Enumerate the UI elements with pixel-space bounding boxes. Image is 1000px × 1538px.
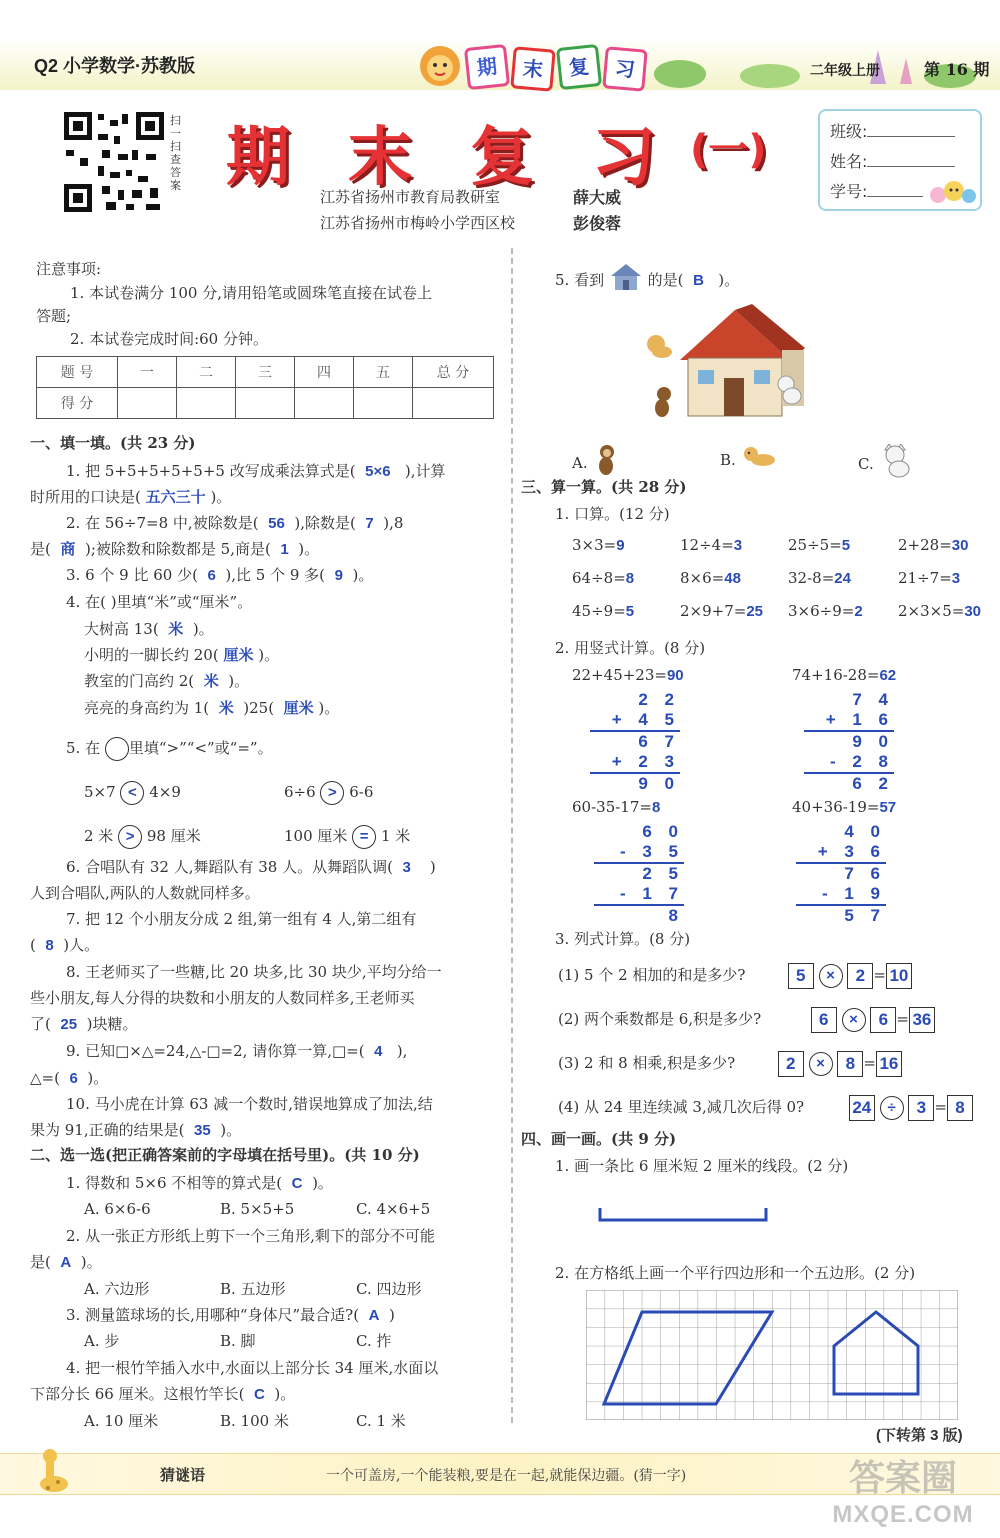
s2-q3-opt-b: B. 脚 <box>220 1332 256 1350</box>
oral-item: 3×3=9 <box>572 536 625 554</box>
oral-item: 64÷8=8 <box>572 569 635 587</box>
answer: 7 <box>365 515 374 532</box>
vcalc-row: + 1 6 <box>825 710 894 729</box>
operator-circle: ÷ <box>880 1096 904 1120</box>
title-suffix: (一) <box>690 127 767 173</box>
section-4-heading: 四、画一画。(共 9 分) <box>521 1130 677 1148</box>
riddle-text: 一个可盖房,一个能装粮,要是在一起,就能保边疆。(猜一字) <box>326 1468 687 1484</box>
cat-icon <box>879 444 915 486</box>
header-grade: 二年级上册 <box>810 63 880 79</box>
answer: 30 <box>951 537 969 554</box>
oral-item: 32-8=24 <box>788 569 851 587</box>
answer: 米 <box>168 621 184 638</box>
answer: 商 <box>60 541 76 558</box>
compare-circle: > <box>320 781 344 805</box>
s2-q1-opt-c: C. 4×6+5 <box>356 1200 431 1218</box>
vcalc-row: 2 2 <box>638 690 680 709</box>
s4-q2: 2. 在方格纸上画一个平行四边形和一个五边形。(2 分) <box>555 1264 916 1282</box>
oral-item: 21÷7=3 <box>898 569 961 587</box>
qr-code-icon <box>62 110 166 214</box>
score-header-cell: 二 <box>177 357 236 388</box>
vcalc-row: 9 0 <box>638 774 680 793</box>
answer: 厘米 <box>283 700 314 717</box>
lq-1: (1) 5 个 2 相加的和是多少? 5 × 2 = 10 <box>558 962 912 989</box>
s1-q1a: 1. 把 5+5+5+5+5+5 改写成乘法算式是( 5×6 ),计算 <box>66 462 446 480</box>
vcalc-4 <box>796 822 886 926</box>
lq-3: (3) 2 和 8 相乘,积是多少? 2 × 8 = 16 <box>558 1050 902 1077</box>
answer: 5 <box>841 537 851 554</box>
vcalc-2 <box>804 690 894 794</box>
s1-q4a: 大树高 13( 米 )。 <box>84 620 214 638</box>
watermark: 答案圈 MXQE.COM <box>832 1458 974 1528</box>
answer: 62 <box>879 667 897 684</box>
note-1a: 1. 本试卷满分 100 分,请用铅笔或圆珠笔直接在试卷上 <box>70 284 433 302</box>
header-issue: 第 16 期 <box>924 60 990 79</box>
s1-q3: 3. 6 个 9 比 60 少( 6 ),比 5 个 9 多( 9 )。 <box>66 566 374 584</box>
grid-paper <box>586 1290 958 1420</box>
oral-item: 8×6=48 <box>680 569 741 587</box>
vcalc-row: - 3 5 <box>619 842 684 861</box>
score-header-cell: 总 分 <box>413 357 494 388</box>
s2-q3-opt-c: C. 拃 <box>356 1332 392 1350</box>
operator-circle: × <box>809 1052 833 1076</box>
answer-box: 2 <box>847 963 873 989</box>
class-label: 班级: <box>830 122 868 141</box>
s2-q5: 5. 看到 的是( B )。 <box>555 262 739 300</box>
s1-q5-cmp1: 5×7 < 4×9 <box>84 779 181 805</box>
s1-q9a: 9. 已知□×△=24,△-□=2, 请你算一算,□=( 4 ), <box>66 1042 408 1060</box>
s2-q3: 3. 测量篮球场的长,用哪种“身体尺”最合适?( A ) <box>66 1306 395 1324</box>
s1-q4c: 教室的门高约 2( 米 )。 <box>84 672 250 690</box>
s2-q1-opt-b: B. 5×5+5 <box>220 1200 295 1218</box>
oral-item: 12÷4=3 <box>680 536 743 554</box>
answer: 6 <box>207 567 216 584</box>
s3-q2: 2. 用竖式计算。(8 分) <box>555 639 706 657</box>
compare-circle: = <box>352 825 376 849</box>
section-3-heading: 三、算一算。(共 28 分) <box>521 478 687 496</box>
vcalc-row: - 1 7 <box>619 884 684 903</box>
notes-heading: 注意事项: <box>36 260 102 278</box>
operator-circle: × <box>819 964 843 988</box>
score-table <box>36 356 494 419</box>
s2-q2a: 2. 从一张正方形纸上剪下一个三角形,剩下的部分不可能 <box>66 1227 435 1245</box>
score-header-cell: 三 <box>236 357 295 388</box>
oral-calc-grid <box>572 532 992 632</box>
answer-box: 3 <box>908 1095 934 1121</box>
answer: 9 <box>334 567 343 584</box>
dog-icon <box>741 444 777 478</box>
s2-q2b: 是( A )。 <box>30 1253 102 1271</box>
answer: 1 <box>280 541 289 558</box>
answer: 25 <box>746 603 764 620</box>
answer: 9 <box>616 537 625 554</box>
s1-q10b: 果为 91,正确的结果是( 35 )。 <box>30 1121 242 1139</box>
answer-box: 2 <box>778 1051 804 1077</box>
student-info-box <box>818 109 982 211</box>
title-char-4: 习 <box>592 121 656 195</box>
answer: 57 <box>879 799 897 816</box>
s1-q2b: 是( 商 );被除数和除数都是 5,商是( 1 )。 <box>30 540 320 558</box>
mascot-lion-icon <box>418 44 462 88</box>
s1-q4d: 亮亮的身高约为 1( 米 )25( 厘米 )。 <box>84 699 340 717</box>
s2-q5-opt-a: A. <box>572 444 622 484</box>
s2-q1: 1. 得数和 5×6 不相等的算式是( C )。 <box>66 1174 333 1192</box>
score-header-cell: 题 号 <box>37 357 118 388</box>
mascots-icon <box>928 179 978 205</box>
vcalc-row: 8 <box>668 906 684 925</box>
score-label-cell: 得 分 <box>37 388 118 419</box>
house-icon <box>609 262 643 300</box>
answer-box: 6 <box>811 1007 837 1033</box>
vcalc-1-expr: 22+45+23=90 <box>572 666 684 684</box>
drawn-line-segment <box>598 1206 768 1222</box>
answer: A <box>60 1254 72 1271</box>
oral-item: 3×6÷9=2 <box>788 602 863 620</box>
answer-box: 36 <box>909 1007 935 1033</box>
operator-circle: × <box>842 1008 866 1032</box>
s1-q5-cmp3: 2 米 > 98 厘米 <box>84 823 201 849</box>
s1-q5-cmp4: 100 厘米 = 1 米 <box>284 823 410 849</box>
vcalc-row: - 2 8 <box>829 752 894 771</box>
compare-circle: < <box>120 781 144 805</box>
score-input-cell[interactable] <box>354 388 413 419</box>
house-scene-illustration <box>640 300 820 430</box>
score-header-cell: 四 <box>295 357 354 388</box>
header-tile-2: 末 <box>510 46 556 92</box>
answer: 3 <box>402 859 411 876</box>
s1-q6a: 6. 合唱队有 32 人,舞蹈队有 38 人。从舞蹈队调( 3 ) <box>66 858 436 876</box>
s1-q8c: 了( 25 )块糖。 <box>30 1015 138 1033</box>
riddle-label: 猜谜语 <box>160 1467 206 1484</box>
vcalc-row: + 3 6 <box>817 842 886 861</box>
answer: 2 <box>854 603 863 620</box>
oral-item: 2×9+7=25 <box>680 602 764 620</box>
answer: 3 <box>733 537 743 554</box>
s1-q5: 5. 在 里填“>”“<”或“=”。 <box>66 735 273 761</box>
header-left-label: Q2 小学数学·苏教版 <box>34 56 196 76</box>
answer-box: 5 <box>788 963 814 989</box>
s1-q2a: 2. 在 56÷7=8 中,被除数是( 56 ),除数是( 7 ),8 <box>66 514 404 532</box>
answer: 5×6 <box>365 463 391 480</box>
s1-q8b: 些小朋友,每人分得的块数和小朋友的人数同样多,王老师买 <box>30 989 415 1007</box>
header-tile-4: 习 <box>602 46 648 92</box>
vcalc-row: 6 2 <box>852 774 894 793</box>
name-label: 姓名: <box>830 152 868 171</box>
title-char-1: 期 <box>226 121 290 195</box>
answer: 4 <box>374 1043 383 1060</box>
s2-q4-opt-c: C. 1 米 <box>356 1412 406 1430</box>
vcalc-row: 7 4 <box>852 690 894 709</box>
answer-box: 6 <box>870 1007 896 1033</box>
s2-q2-opt-a: A. 六边形 <box>84 1280 150 1298</box>
note-2: 2. 本试卷完成时间:60 分钟。 <box>70 330 268 348</box>
s2-q5-opt-b: B. <box>720 444 777 478</box>
title-char-3: 复 <box>470 121 534 195</box>
s1-q7b: ( 8 )人。 <box>30 936 100 954</box>
compare-circle: > <box>118 825 142 849</box>
answer: C <box>254 1386 265 1403</box>
answer-box: 24 <box>849 1095 875 1121</box>
vcalc-row: - 1 9 <box>821 884 886 903</box>
header-tile-1: 期 <box>464 44 510 90</box>
giraffe-icon <box>30 1448 74 1496</box>
answer: 35 <box>194 1122 211 1139</box>
vcalc-2-expr: 74+16-28=62 <box>792 666 897 684</box>
vcalc-row: + 4 5 <box>611 710 680 729</box>
vcalc-row: 6 0 <box>642 822 684 841</box>
vcalc-4-expr: 40+36-19=57 <box>792 798 897 816</box>
author-org-1: 江苏省扬州市教育局教研室 <box>320 188 501 206</box>
s1-q5-cmp2: 6÷6 > 6-6 <box>284 779 373 805</box>
vcalc-1 <box>590 690 680 794</box>
title-char-2: 末 <box>348 121 412 195</box>
answer: 8 <box>651 799 661 816</box>
s3-q3: 3. 列式计算。(8 分) <box>555 930 691 948</box>
oral-item: 2×3×5=30 <box>898 602 982 620</box>
answer: 8 <box>45 937 54 954</box>
author-name-2: 彭俊蓉 <box>573 214 622 233</box>
vcalc-3 <box>594 822 684 926</box>
s1-q4: 4. 在( )里填“米”或“厘米”。 <box>66 593 253 611</box>
answer: 五六三十 <box>145 489 206 506</box>
score-input-cell[interactable] <box>295 388 354 419</box>
oral-item: 45÷9=5 <box>572 602 635 620</box>
answer: 90 <box>666 667 684 684</box>
score-input-cell[interactable] <box>413 388 494 419</box>
vcalc-row: 4 0 <box>844 822 886 841</box>
qr-caption: 扫一扫 查答案 <box>170 114 181 192</box>
oral-item: 2+28=30 <box>898 536 969 554</box>
score-header-cell: 五 <box>354 357 413 388</box>
answer: B <box>693 272 704 289</box>
note-1b: 答题; <box>36 307 72 325</box>
s3-q1: 1. 口算。(12 分) <box>555 505 670 523</box>
name-field[interactable] <box>867 152 955 167</box>
vcalc-row: 7 6 <box>844 864 886 883</box>
answer-box: 8 <box>837 1051 863 1077</box>
s2-q4b: 下部分长 66 厘米。这根竹竿长( C )。 <box>30 1385 296 1403</box>
answer-box: 10 <box>886 963 912 989</box>
answer: 3 <box>951 570 961 587</box>
vcalc-row: 5 7 <box>844 906 886 925</box>
s2-q4-opt-b: B. 100 米 <box>220 1412 289 1430</box>
lq-4: (4) 从 24 里连续减 3,减几次后得 0? 24 ÷ 3 = 8 <box>558 1094 973 1121</box>
section-2-heading: 二、选一选(把正确答案前的字母填在括号里)。(共 10 分) <box>30 1146 420 1164</box>
s1-q9b: △=( 6 )。 <box>30 1069 109 1087</box>
s1-q1b: 时所用的口诀是( 五六三十 )。 <box>30 488 232 506</box>
answer: 5 <box>625 603 635 620</box>
score-header-cell: 一 <box>118 357 177 388</box>
s2-q4a: 4. 把一根竹竿插入水中,水面以上部分长 34 厘米,水面以 <box>66 1359 439 1377</box>
answer: C <box>291 1175 303 1192</box>
id-label: 学号: <box>830 182 868 201</box>
circle-blank-icon <box>105 737 129 761</box>
answer: 56 <box>268 515 285 532</box>
s1-q4b: 小明的一脚长约 20( 厘米 )。 <box>84 646 280 664</box>
s2-q2-opt-c: C. 四边形 <box>356 1280 422 1298</box>
continue-note: (下转第 3 版) <box>876 1427 963 1444</box>
answer-box: 8 <box>947 1095 973 1121</box>
answer: 24 <box>834 570 851 587</box>
section-1-heading: 一、填一填。(共 23 分) <box>30 434 196 452</box>
s2-q2-opt-b: B. 五边形 <box>220 1280 286 1298</box>
s2-q5-opt-c: C. <box>858 444 915 486</box>
answer-box: 16 <box>876 1051 902 1077</box>
class-field[interactable] <box>867 122 955 137</box>
s1-q7a: 7. 把 12 个小朋友分成 2 组,第一组有 4 人,第二组有 <box>66 910 417 928</box>
answer: A <box>368 1307 380 1324</box>
answer: 米 <box>203 673 219 690</box>
vcalc-row: + 2 3 <box>611 752 680 771</box>
answer: 厘米 <box>223 647 254 664</box>
answer: 8 <box>625 570 635 587</box>
score-input-cell[interactable] <box>177 388 236 419</box>
s2-q4-opt-a: A. 10 厘米 <box>84 1412 159 1430</box>
answer: 48 <box>724 570 741 587</box>
s2-q1-opt-a: A. 6×6-6 <box>84 1200 151 1218</box>
vcalc-row: 6 7 <box>638 732 680 751</box>
lq-2: (2) 两个乘数都是 6,积是多少? 6 × 6 = 36 <box>558 1006 935 1033</box>
answer: 25 <box>60 1016 78 1033</box>
vcalc-row: 2 5 <box>642 864 684 883</box>
author-name-1: 薛大威 <box>573 188 622 207</box>
id-field[interactable] <box>867 182 923 197</box>
header-tile-3: 复 <box>556 44 602 90</box>
s1-q8a: 8. 王老师买了一些糖,比 20 块多,比 30 块少,平均分给一 <box>66 963 442 981</box>
score-input-cell[interactable] <box>118 388 177 419</box>
column-divider <box>511 248 513 1423</box>
answer: 30 <box>964 603 982 620</box>
s1-q6b: 人到合唱队,两队的人数就同样多。 <box>30 884 260 902</box>
answer: 6 <box>69 1070 78 1087</box>
author-org-2: 江苏省扬州市梅岭小学西区校 <box>320 214 516 232</box>
vcalc-row: 9 0 <box>852 732 894 751</box>
score-input-cell[interactable] <box>236 388 295 419</box>
s1-q10a: 10. 马小虎在计算 63 减一个数时,错误地算成了加法,结 <box>66 1095 433 1113</box>
oral-item: 25÷5=5 <box>788 536 851 554</box>
answer: 米 <box>218 700 234 717</box>
s4-q1: 1. 画一条比 6 厘米短 2 厘米的线段。(2 分) <box>555 1157 849 1175</box>
vcalc-3-expr: 60-35-17=8 <box>572 798 661 816</box>
s2-q3-opt-a: A. 步 <box>84 1332 120 1350</box>
